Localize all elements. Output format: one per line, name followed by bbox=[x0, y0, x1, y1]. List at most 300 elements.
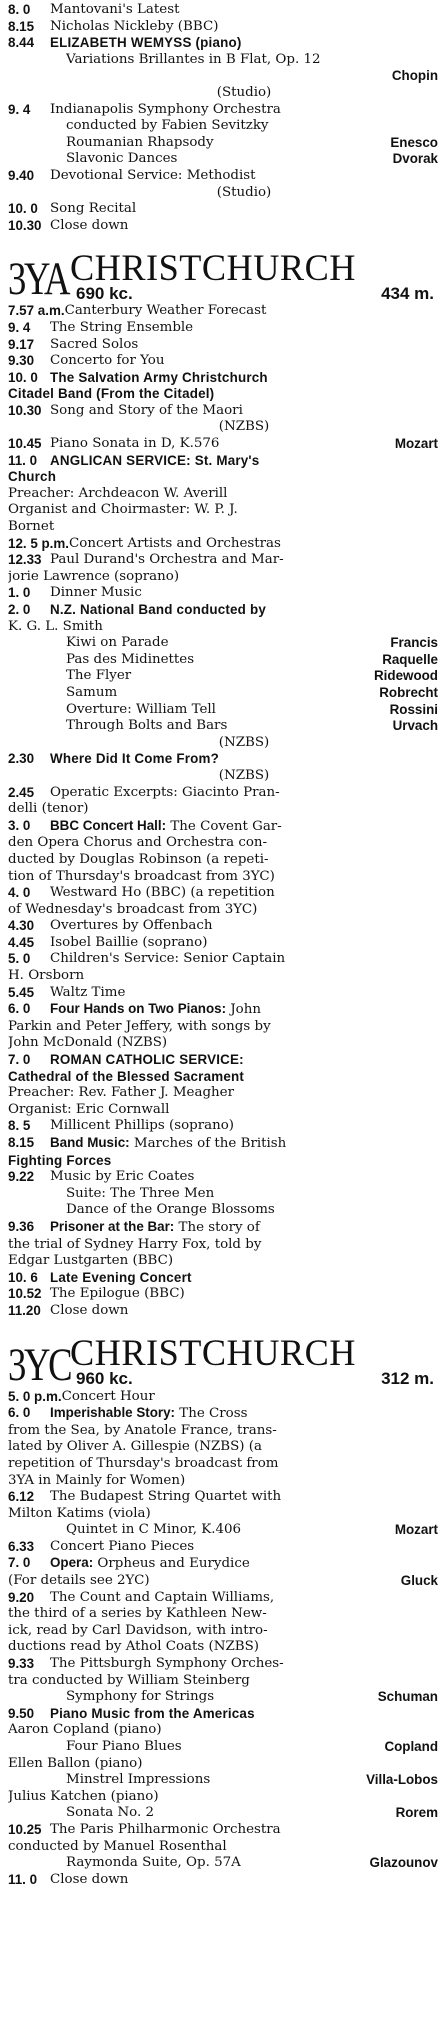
programme-text: (NZBS) bbox=[218, 419, 270, 435]
programme-body bbox=[50, 1118, 438, 1135]
station-header-right bbox=[70, 1332, 438, 1388]
programme-line bbox=[8, 1623, 438, 1640]
programme-text: Raymonda Suite, Op. 57A bbox=[66, 1855, 241, 1871]
programme-entry bbox=[8, 1822, 438, 1872]
programme-time: 9.22 bbox=[8, 1169, 35, 1185]
composer-name: Villa-Lobos bbox=[366, 1772, 438, 1788]
programme-line bbox=[50, 68, 438, 85]
programme-text: jorie Lawrence (soprano) bbox=[8, 568, 180, 584]
programme-body bbox=[69, 536, 438, 553]
programme-body bbox=[50, 218, 438, 235]
programme-entry bbox=[8, 552, 438, 585]
programme-description: The Cross bbox=[175, 1406, 248, 1422]
programme-text: Roumanian Rhapsody bbox=[66, 134, 214, 150]
programme-time: 5.45 bbox=[8, 984, 35, 1000]
programme-body bbox=[50, 1169, 438, 1219]
programme-line bbox=[8, 1237, 438, 1254]
programme-body bbox=[50, 201, 438, 218]
programme-time: 9.50 bbox=[8, 1705, 35, 1721]
programme-time: 9.17 bbox=[8, 336, 35, 352]
programme-text: Julius Katchen (piano) bbox=[8, 1788, 159, 1804]
programme-line bbox=[50, 185, 438, 202]
programme-text: Mantovani's Latest bbox=[50, 2, 180, 17]
programme-line bbox=[50, 702, 438, 719]
programme-text: Dance of the Orange Blossoms bbox=[66, 1202, 275, 1218]
programme-entry bbox=[8, 785, 438, 818]
programme-line bbox=[50, 1689, 438, 1706]
programme-text: Nicholas Nickleby (BBC) bbox=[50, 18, 219, 34]
programme-line bbox=[50, 735, 438, 752]
programme-entry bbox=[8, 353, 438, 370]
programme-title: BBC Concert Hall: bbox=[50, 817, 167, 833]
composer-name: Gluck bbox=[400, 1573, 438, 1589]
programme-line bbox=[8, 1035, 438, 1052]
programme-line bbox=[50, 218, 438, 235]
programme-time: 9. 4 bbox=[8, 101, 31, 117]
programme-time: 2. 0 bbox=[8, 602, 31, 617]
programme-line bbox=[50, 585, 438, 602]
programme-text: den Opera Chorus and Orchestra con- bbox=[8, 835, 268, 851]
programme-text: (Studio) bbox=[216, 84, 272, 100]
programme-time: 10.30 bbox=[8, 402, 42, 418]
programme-text: (Studio) bbox=[216, 184, 272, 200]
programme-line bbox=[8, 1423, 438, 1440]
programme-text: Milton Katims (viola) bbox=[8, 1505, 151, 1521]
programme-text: Minstrel Impressions bbox=[66, 1772, 211, 1788]
programme-text: delli (tenor) bbox=[8, 801, 89, 817]
programme-line bbox=[50, 1590, 438, 1607]
programme-entry bbox=[8, 1489, 438, 1539]
programme-time: 9.40 bbox=[8, 167, 35, 183]
programme-line bbox=[50, 403, 438, 420]
programme-entry bbox=[8, 818, 438, 885]
programme-line bbox=[50, 2, 438, 19]
programme-text: Samum bbox=[66, 684, 118, 700]
programme-text: (For details see 2YC) bbox=[8, 1573, 150, 1589]
station-wavelength: 434 m. bbox=[381, 283, 434, 303]
programme-line bbox=[50, 785, 438, 802]
programme-body bbox=[50, 2, 438, 19]
programme-time: 10.45 bbox=[8, 436, 42, 452]
programme-body bbox=[50, 935, 438, 952]
programme-text: Indianapolis Symphony Orchestra bbox=[50, 101, 281, 117]
programme-time: 11.20 bbox=[8, 1302, 41, 1318]
programme-body bbox=[50, 751, 438, 784]
programme-entry bbox=[8, 403, 438, 436]
programme-text: (NZBS) bbox=[218, 767, 270, 783]
station-section bbox=[8, 242, 438, 1319]
programme-time: 8.15 bbox=[8, 18, 35, 34]
programme-text: ELIZABETH WEMYSS (piano) bbox=[50, 35, 242, 51]
composer-name: Robrecht bbox=[379, 684, 438, 700]
programme-text: Song and Story of the Maori bbox=[50, 402, 243, 418]
programme-text: Through Bolts and Bars bbox=[66, 718, 228, 734]
programme-body bbox=[50, 19, 438, 36]
composer-name: Urvach bbox=[392, 718, 438, 734]
programme-line bbox=[8, 1473, 438, 1490]
programme-text: tra conducted by William Steinberg bbox=[8, 1672, 250, 1688]
programme-line bbox=[50, 1186, 438, 1203]
composer-name: Schuman bbox=[377, 1689, 438, 1705]
programme-line bbox=[50, 1219, 438, 1237]
programme-line bbox=[50, 419, 438, 436]
programme-line bbox=[8, 1756, 438, 1773]
programme-text: Operatic Excerpts: Giacinto Pran- bbox=[50, 784, 280, 800]
programme-line bbox=[50, 935, 438, 952]
programme-body bbox=[50, 102, 438, 168]
programme-line bbox=[8, 486, 438, 503]
programme-time: 8. 0 bbox=[8, 2, 31, 17]
programme-text: Waltz Time bbox=[50, 984, 126, 1000]
programme-line bbox=[50, 102, 438, 119]
programme-description: The Covent Gar- bbox=[166, 818, 282, 834]
programme-line bbox=[50, 35, 438, 52]
programme-line bbox=[50, 1202, 438, 1219]
programme-text: Sonata No. 2 bbox=[66, 1805, 155, 1821]
programme-entry bbox=[8, 1270, 438, 1287]
programme-text: ROMAN CATHOLIC SERVICE: bbox=[50, 1052, 244, 1068]
programme-line bbox=[8, 1439, 438, 1456]
programme-body bbox=[50, 985, 438, 1002]
programme-entry bbox=[8, 1555, 438, 1589]
programme-text: N.Z. National Band conducted by bbox=[50, 602, 266, 617]
programme-line bbox=[8, 835, 438, 852]
programme-entry bbox=[8, 370, 438, 403]
programme-line bbox=[50, 1001, 438, 1019]
programme-entry bbox=[8, 1135, 438, 1169]
programme-text: the trial of Sydney Harry Fox, told by bbox=[8, 1236, 262, 1252]
programme-body bbox=[50, 337, 438, 354]
programme-text: Close down bbox=[50, 1302, 129, 1318]
programme-text bbox=[50, 1135, 438, 1153]
programme-line bbox=[8, 801, 438, 818]
programme-text: Sacred Solos bbox=[50, 336, 139, 352]
programme-line bbox=[50, 1270, 438, 1287]
programme-line bbox=[50, 751, 438, 768]
programme-entry bbox=[8, 1706, 438, 1822]
programme-entry bbox=[8, 1539, 438, 1556]
programme-text: Kiwi on Parade bbox=[66, 635, 169, 651]
programme-entry bbox=[8, 1590, 438, 1656]
programme-text: conducted by Fabien Sevitzky bbox=[66, 118, 269, 134]
programme-entry bbox=[8, 951, 438, 984]
programme-time: 6.12 bbox=[8, 1489, 35, 1505]
programme-title: Band Music: bbox=[50, 1135, 130, 1150]
programme-line bbox=[50, 918, 438, 935]
programme-text: Citadel Band (From the Citadel) bbox=[8, 386, 215, 402]
programme-line bbox=[8, 469, 438, 486]
programme-line bbox=[8, 852, 438, 869]
programme-line bbox=[8, 968, 438, 985]
programme-entry bbox=[8, 1169, 438, 1219]
programme-line bbox=[50, 602, 438, 619]
programme-text: The Paris Philharmonic Orchestra bbox=[50, 1821, 281, 1837]
programme-line bbox=[50, 1286, 438, 1303]
programme-body bbox=[50, 403, 438, 436]
programme-entry bbox=[8, 19, 438, 36]
programme-text bbox=[50, 1001, 438, 1019]
programme-text bbox=[50, 1555, 438, 1573]
programme-body bbox=[50, 1303, 438, 1320]
programme-text: H. Orsborn bbox=[8, 968, 85, 984]
programme-time: 3. 0 bbox=[8, 817, 31, 833]
programme-text: repetition of Thursday's broadcast from bbox=[8, 1455, 279, 1471]
programme-entry bbox=[8, 320, 438, 337]
programme-text: Where Did It Come From? bbox=[50, 751, 220, 767]
programme-line bbox=[50, 85, 438, 102]
programme-line bbox=[50, 768, 438, 785]
programme-text: Suite: The Three Men bbox=[66, 1185, 215, 1201]
programme-entry bbox=[8, 168, 438, 201]
programme-text: Concert Hour bbox=[61, 1388, 155, 1404]
programme-time: 1. 0 bbox=[8, 585, 31, 601]
programme-time: 12. 5 p.m. bbox=[8, 535, 70, 551]
programme-line bbox=[50, 353, 438, 370]
programme-text: Organist and Choirmaster: W. P. J. bbox=[8, 502, 238, 518]
programme-line bbox=[8, 519, 438, 536]
programme-entry bbox=[8, 35, 438, 101]
programme-line bbox=[50, 685, 438, 702]
programme-text: Devotional Service: Methodist bbox=[50, 167, 256, 183]
programme-line bbox=[50, 1169, 438, 1186]
programme-line bbox=[65, 303, 438, 320]
programme-text: Ellen Ballon (piano) bbox=[8, 1755, 143, 1771]
programme-line bbox=[50, 885, 438, 902]
programme-time: 2.45 bbox=[8, 784, 35, 800]
programme-line bbox=[50, 118, 438, 135]
programme-entry bbox=[8, 935, 438, 952]
programme-time: 10. 0 bbox=[8, 369, 38, 385]
station-call-sign: 3YA bbox=[8, 253, 69, 306]
programme-text: The Epilogue (BBC) bbox=[50, 1286, 185, 1302]
programme-text bbox=[50, 818, 438, 836]
programme-line bbox=[50, 1855, 438, 1872]
programme-entry bbox=[8, 436, 438, 453]
programme-time: 9. 4 bbox=[8, 319, 31, 335]
programme-line bbox=[50, 1555, 438, 1573]
programme-line bbox=[8, 502, 438, 519]
programme-line bbox=[50, 1706, 438, 1723]
programme-body bbox=[50, 168, 438, 201]
programme-entry bbox=[8, 337, 438, 354]
programme-line bbox=[50, 135, 438, 152]
programme-time: 7.57 a.m. bbox=[8, 303, 65, 319]
programme-time: 11. 0 bbox=[8, 1871, 38, 1887]
programme-entry bbox=[8, 751, 438, 784]
programme-entry bbox=[8, 1872, 438, 1889]
programme-time: 9.36 bbox=[8, 1218, 35, 1234]
composer-name: Dvorak bbox=[392, 151, 438, 167]
programme-entry bbox=[8, 1219, 438, 1270]
programme-text: Concert Piano Pieces bbox=[50, 1538, 195, 1554]
programme-time: 6. 0 bbox=[8, 1405, 31, 1421]
programme-text: Church bbox=[8, 469, 57, 485]
programme-time: 6. 0 bbox=[8, 1001, 31, 1017]
programme-text: K. G. L. Smith bbox=[8, 618, 103, 634]
composer-name: Raquelle bbox=[382, 651, 438, 667]
programme-line bbox=[50, 1522, 438, 1539]
station-header bbox=[8, 1328, 438, 1389]
programme-entry bbox=[8, 885, 438, 918]
programme-body bbox=[50, 353, 438, 370]
programme-line bbox=[8, 569, 438, 586]
programme-line bbox=[50, 1303, 438, 1320]
programme-text: Canterbury Weather Forecast bbox=[64, 303, 267, 319]
programme-time: 4. 0 bbox=[8, 885, 31, 901]
programme-text: Song Recital bbox=[50, 201, 137, 217]
programme-title: Prisoner at the Bar: bbox=[50, 1218, 175, 1234]
programme-line bbox=[8, 1722, 438, 1739]
programme-line bbox=[50, 1872, 438, 1889]
programme-text: The String Ensemble bbox=[50, 319, 194, 335]
programme-text: Late Evening Concert bbox=[50, 1269, 192, 1285]
programme-text: Fighting Forces bbox=[8, 1152, 112, 1168]
programme-text: Edgar Lustgarten (BBC) bbox=[8, 1253, 174, 1269]
station-section bbox=[8, 1328, 438, 1889]
programme-time: 8. 5 bbox=[8, 1118, 31, 1134]
programme-line bbox=[8, 1606, 438, 1623]
programme-entry bbox=[8, 2, 438, 19]
programme-text: ANGLICAN SERVICE: St. Mary's bbox=[50, 452, 260, 468]
programme-entry bbox=[8, 536, 438, 553]
programme-text: The Pittsburgh Symphony Orches- bbox=[50, 1656, 284, 1672]
programme-line bbox=[50, 337, 438, 354]
programme-line bbox=[50, 168, 438, 185]
programme-line bbox=[50, 1135, 438, 1153]
programme-body bbox=[50, 1270, 438, 1287]
programme-time: 5. 0 bbox=[8, 951, 31, 967]
programme-text: Four Piano Blues bbox=[66, 1739, 182, 1754]
programme-line bbox=[50, 1822, 438, 1839]
programme-line bbox=[50, 320, 438, 337]
programme-line bbox=[8, 1153, 438, 1170]
composer-name: Mozart bbox=[394, 1522, 438, 1538]
programme-entry bbox=[8, 1389, 438, 1406]
station-header-right bbox=[70, 247, 438, 303]
programme-time: 7. 0 bbox=[8, 1052, 31, 1068]
programme-entry bbox=[8, 102, 438, 168]
composer-name: Francis bbox=[390, 635, 438, 651]
programme-line bbox=[8, 1085, 438, 1102]
programme-text: ick, read by Carl Davidson, with intro- bbox=[8, 1622, 268, 1638]
programme-line bbox=[50, 718, 438, 735]
programme-line bbox=[8, 1673, 438, 1690]
programme-description: The story of bbox=[174, 1219, 260, 1235]
station-wavelength: 312 m. bbox=[381, 1368, 434, 1388]
programme-time: 4.30 bbox=[8, 918, 35, 934]
programme-text: tion of Thursday's broadcast from 3YC) bbox=[8, 868, 275, 884]
programme-time: 8.15 bbox=[8, 1135, 35, 1150]
composer-name: Ridewood bbox=[374, 668, 438, 684]
programme-text: The Salvation Army Christchurch bbox=[50, 369, 268, 385]
programme-text: lated by Oliver A. Gillespie (NZBS) (a bbox=[8, 1439, 262, 1455]
programme-time: 5. 0 p.m. bbox=[8, 1388, 62, 1404]
programme-line bbox=[50, 436, 438, 453]
programme-line bbox=[50, 1052, 438, 1069]
programme-time: 9.20 bbox=[8, 1589, 35, 1605]
programme-line bbox=[62, 1389, 438, 1406]
programme-text: Paul Durand's Orchestra and Mar- bbox=[50, 552, 284, 568]
programme-text: conducted by Manuel Rosenthal bbox=[8, 1838, 227, 1854]
programme-text bbox=[50, 1405, 438, 1423]
composer-name: Mozart bbox=[394, 436, 438, 452]
programme-line bbox=[8, 1019, 438, 1036]
programme-text: Close down bbox=[50, 217, 129, 233]
programme-line bbox=[8, 902, 438, 919]
programme-text: Pas des Midinettes bbox=[66, 651, 195, 667]
programme-line bbox=[50, 1489, 438, 1506]
programme-title: Imperishable Story: bbox=[50, 1405, 176, 1421]
programme-entry bbox=[8, 201, 438, 218]
programme-line bbox=[50, 818, 438, 836]
programme-text: of Wednesday's broadcast from 3YC) bbox=[8, 901, 258, 917]
programme-time: 7. 0 bbox=[8, 1555, 31, 1571]
station-frequency: 690 kc. bbox=[76, 283, 133, 303]
programme-text: Concert Artists and Orchestras bbox=[69, 535, 281, 551]
programme-time: 4.45 bbox=[8, 934, 35, 950]
programme-time: 11. 0 bbox=[8, 452, 38, 468]
programme-entry bbox=[8, 218, 438, 235]
programme-text: Organist: Eric Cornwall bbox=[8, 1101, 170, 1117]
composer-name: Chopin bbox=[391, 68, 438, 84]
programme-time: 2.30 bbox=[8, 751, 35, 767]
programme-line bbox=[8, 1069, 438, 1086]
station-section bbox=[8, 2, 438, 234]
station-header bbox=[8, 242, 438, 306]
programme-description: Marches of the British bbox=[129, 1136, 287, 1151]
programme-line bbox=[50, 370, 438, 387]
programme-description: John bbox=[226, 1002, 261, 1018]
programme-text: ductions read by Athol Coats (NZBS) bbox=[8, 1639, 260, 1655]
programme-text: ducted by Douglas Robinson (a repeti- bbox=[8, 851, 269, 867]
programme-entry bbox=[8, 1405, 438, 1489]
programme-text: Concerto for You bbox=[50, 353, 165, 369]
programme-entry bbox=[8, 1001, 438, 1052]
programme-entry bbox=[8, 1118, 438, 1135]
programme-entry bbox=[8, 1052, 438, 1118]
programme-text: (NZBS) bbox=[218, 734, 270, 750]
programme-text: Children's Service: Senior Captain bbox=[50, 951, 286, 967]
programme-line bbox=[8, 1789, 438, 1806]
programme-time: 10. 0 bbox=[8, 201, 38, 217]
programme-line bbox=[50, 151, 438, 168]
programme-text: Parkin and Peter Jeffery, with songs by bbox=[8, 1018, 271, 1034]
programme-text: Close down bbox=[50, 1871, 129, 1887]
programme-line bbox=[8, 1456, 438, 1473]
programme-time: 10. 6 bbox=[8, 1269, 38, 1285]
programme-entry bbox=[8, 602, 438, 751]
programme-text: Slavonic Dances bbox=[66, 151, 178, 167]
programme-text: Variations Brillantes in B Flat, Op. 12 bbox=[66, 51, 321, 67]
programme-line bbox=[8, 869, 438, 886]
programme-text: Preacher: Archdeacon W. Averill bbox=[8, 485, 228, 501]
programme-description: Orpheus and Eurydice bbox=[93, 1556, 250, 1572]
programme-time: 10.30 bbox=[8, 217, 42, 233]
programme-body bbox=[50, 585, 438, 602]
programme-text: John McDonald (NZBS) bbox=[8, 1035, 168, 1051]
programme-body bbox=[50, 35, 438, 101]
programme-entry bbox=[8, 1656, 438, 1706]
programme-text: The Flyer bbox=[66, 668, 132, 684]
programme-line bbox=[8, 1102, 438, 1119]
programme-text: Overture: William Tell bbox=[66, 701, 216, 717]
composer-name: Glazounov bbox=[369, 1855, 438, 1871]
programme-line bbox=[50, 668, 438, 685]
programme-line bbox=[8, 1639, 438, 1656]
programme-line bbox=[50, 1739, 438, 1756]
programme-time: 12.33 bbox=[8, 552, 42, 568]
programme-title: Opera: bbox=[50, 1555, 94, 1571]
